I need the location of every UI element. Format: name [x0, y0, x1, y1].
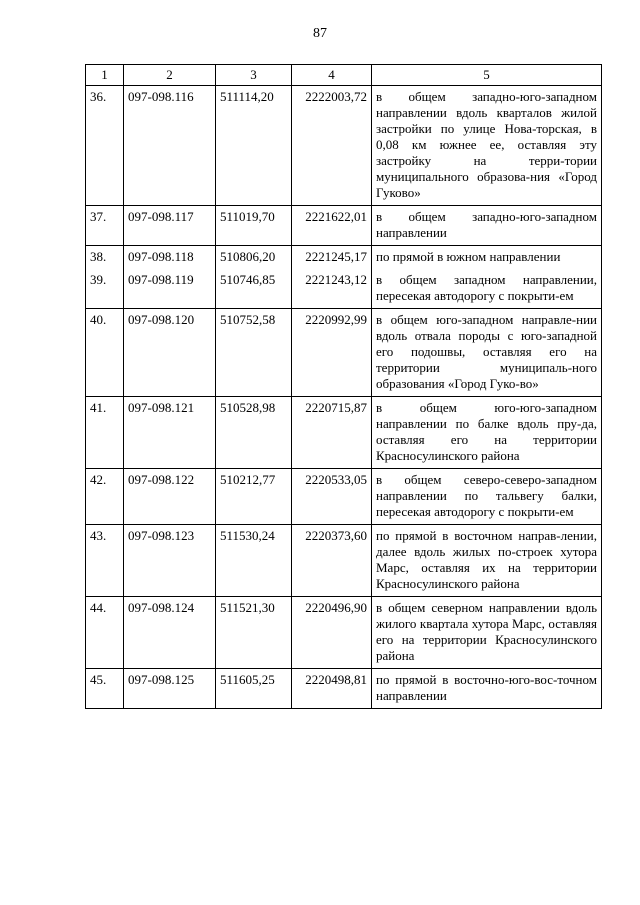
direction-description: в общем западно-юго-западном направлении вдоль кварталов жилой застройки по улице Нова-торская, в 0,08 км южнее ее, оставляя эту застройку на терри-тории муниципального образова-ния «Город Гуково» — [372, 86, 602, 206]
point-code: 097-098.125 — [124, 669, 216, 709]
coord-y: 2220533,05 — [292, 469, 372, 525]
row-number: 44. — [86, 597, 124, 669]
header-col-2: 2 — [124, 65, 216, 86]
coord-y: 2220715,87 — [292, 397, 372, 469]
page-number: 87 — [313, 26, 327, 41]
direction-description: в общем юго-западном направле-нии вдоль отвала породы с юго-западной его подошвы, оставляя его на территории муниципаль-ного образования «Город Гуко-во» — [372, 309, 602, 397]
header-col-1: 1 — [86, 65, 124, 86]
coord-x: 511530,24 — [216, 525, 292, 597]
table-row — [86, 597, 602, 669]
point-code: 097-098.117 — [124, 206, 216, 246]
coord-y: 2222003,72 — [292, 86, 372, 206]
row-number: 39. — [86, 269, 124, 309]
header-col-5: 5 — [372, 65, 602, 86]
row-number: 43. — [86, 525, 124, 597]
row-number: 38. — [86, 246, 124, 270]
row-number: 45. — [86, 669, 124, 709]
point-code: 097-098.120 — [124, 309, 216, 397]
point-code: 097-098.121 — [124, 397, 216, 469]
direction-description: в общем западно-юго-западном направлении — [372, 206, 602, 246]
boundary-points-table — [85, 64, 602, 709]
row-number: 42. — [86, 469, 124, 525]
direction-description: по прямой в восточном направ-лении, далее вдоль жилых по-строек хутора Марс, оставляя их на территории Красносулинского района — [372, 525, 602, 597]
coord-y: 2220373,60 — [292, 525, 372, 597]
table-row — [86, 269, 602, 309]
point-code: 097-098.124 — [124, 597, 216, 669]
table-row — [86, 246, 602, 270]
direction-description: по прямой в южном направлении — [372, 246, 602, 270]
coord-y: 2221243,12 — [292, 269, 372, 309]
coord-x: 510746,85 — [216, 269, 292, 309]
header-col-3: 3 — [216, 65, 292, 86]
coord-x: 510212,77 — [216, 469, 292, 525]
table-header-row — [86, 65, 602, 86]
coord-x: 510752,58 — [216, 309, 292, 397]
table-row — [86, 397, 602, 469]
table-row — [86, 669, 602, 709]
row-number: 36. — [86, 86, 124, 206]
row-number: 37. — [86, 206, 124, 246]
coord-x: 510806,20 — [216, 246, 292, 270]
header-col-4: 4 — [292, 65, 372, 86]
direction-description: по прямой в восточно-юго-вос-точном направлении — [372, 669, 602, 709]
row-number: 40. — [86, 309, 124, 397]
coord-y: 2220496,90 — [292, 597, 372, 669]
table-row — [86, 309, 602, 397]
coord-x: 511605,25 — [216, 669, 292, 709]
direction-description: в общем юго-юго-западном направлении по балке вдоль пру-да, оставляя его на территории Красносулинского района — [372, 397, 602, 469]
coord-x: 511114,20 — [216, 86, 292, 206]
coord-x: 511019,70 — [216, 206, 292, 246]
point-code: 097-098.118 — [124, 246, 216, 270]
coord-y: 2221245,17 — [292, 246, 372, 270]
table-row — [86, 469, 602, 525]
point-code: 097-098.119 — [124, 269, 216, 309]
coord-y: 2220498,81 — [292, 669, 372, 709]
direction-description: в общем западном направлении, пересекая автодорогу с покрыти-ем — [372, 269, 602, 309]
row-number: 41. — [86, 397, 124, 469]
point-code: 097-098.116 — [124, 86, 216, 206]
direction-description: в общем северном направлении вдоль жилого квартала хутора Марс, оставляя его на территории Красносулинского района — [372, 597, 602, 669]
table-row — [86, 525, 602, 597]
coord-x: 510528,98 — [216, 397, 292, 469]
coord-y: 2220992,99 — [292, 309, 372, 397]
coord-y: 2221622,01 — [292, 206, 372, 246]
point-code: 097-098.123 — [124, 525, 216, 597]
table-row — [86, 206, 602, 246]
table-row — [86, 86, 602, 206]
coord-x: 511521,30 — [216, 597, 292, 669]
direction-description: в общем северо-северо-западном направлении по тальвегу балки, пересекая автодорогу с покрыти-ем — [372, 469, 602, 525]
point-code: 097-098.122 — [124, 469, 216, 525]
